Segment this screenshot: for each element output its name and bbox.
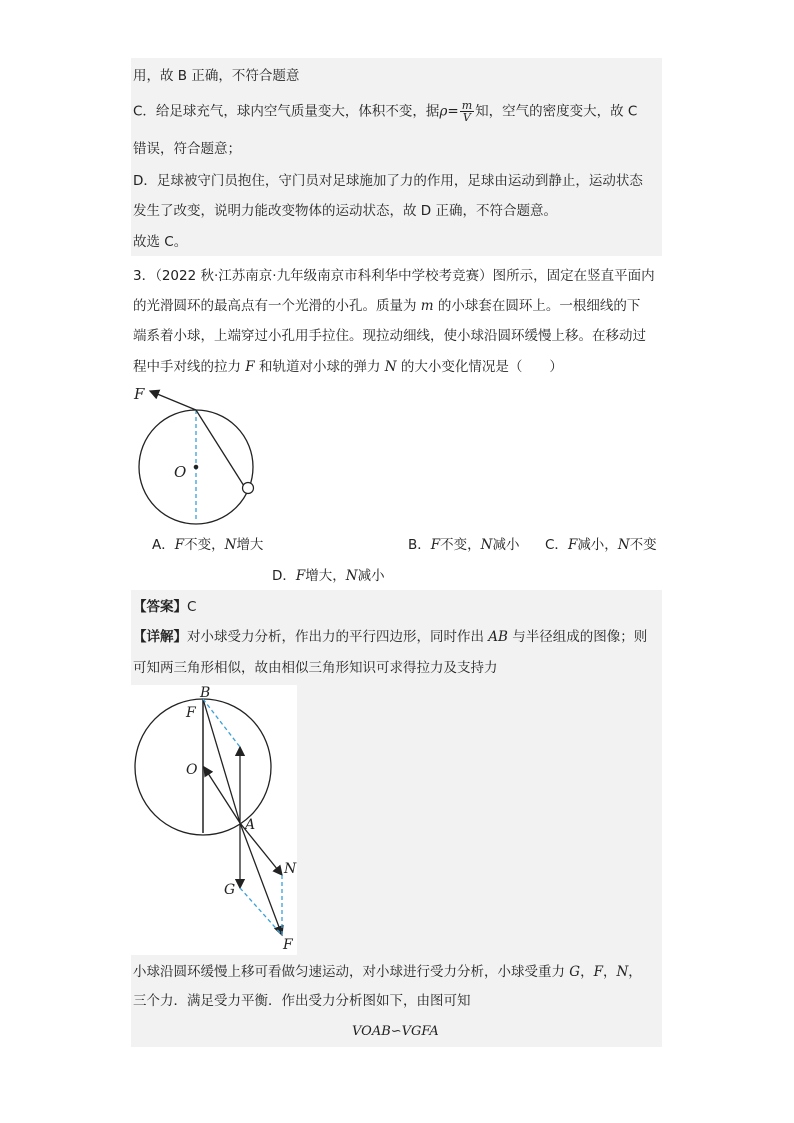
question-figure	[130, 380, 270, 530]
solution-line-c	[133, 100, 637, 123]
option-C-suffix: 不变	[629, 537, 657, 553]
option-B-prefix: B．	[408, 537, 431, 553]
answer-value: C	[187, 599, 197, 615]
question-line-3: 端系着小球，上端穿过小孔用手拉住。现拉动细线，使小球沿圆环缓慢上移。在移动过	[133, 328, 646, 344]
text: 对小球受力分析，作出力的平行四边形，同时作出	[187, 629, 489, 645]
segment-AB: AB	[488, 629, 508, 645]
sep: ，	[602, 964, 617, 980]
density-fraction	[460, 100, 474, 123]
option-D-mid: 增大，	[305, 568, 346, 584]
option-C-N: N	[617, 537, 630, 553]
detail-line-1	[133, 627, 647, 647]
mass-symbol: m	[420, 298, 434, 314]
text: C．给足球充气，球内空气质量变大，体积不变，据	[133, 103, 440, 120]
detail-label: 【详解】	[133, 629, 187, 645]
option-A-suffix: 增大	[236, 537, 264, 553]
option-C-mid: 减小，	[577, 537, 618, 553]
string-line	[196, 410, 244, 486]
option-C-prefix: C．	[545, 537, 568, 553]
label-N: N	[284, 861, 297, 877]
answer-label: 【答案】	[133, 599, 187, 615]
question-line-1: 3．（2022 秋·江苏南京·九年级南京市科利华中学校考竞赛）图所示，固定在竖直平面内	[133, 268, 655, 284]
text: 程中手对线的拉力	[133, 359, 246, 375]
question-line-2	[133, 296, 640, 316]
explanation-block-bg	[296, 685, 662, 955]
detail-line-4: 三个力．满足受力平衡．作出受力分析图如下，由图可知	[133, 993, 471, 1009]
sep: ，	[628, 964, 642, 980]
normal-force-symbol: N	[384, 359, 397, 375]
option-A-mid: 不变，	[184, 537, 225, 553]
label-F: F	[134, 385, 145, 403]
gravity-symbol: G	[569, 964, 581, 980]
option-B-suffix: 减小	[492, 537, 520, 553]
option-B-mid: 不变，	[440, 537, 481, 553]
similarity-formula: VOAB∽VGFA	[352, 1024, 439, 1039]
center-dot	[194, 465, 199, 470]
option-B-N: N	[480, 537, 493, 553]
label-B: B	[200, 685, 211, 701]
solution-line-d2: 发生了改变，说明力能改变物体的运动状态，故 D 正确，不符合题意。	[133, 203, 557, 219]
option-A-prefix: A．	[152, 537, 175, 553]
text: 的大小变化情况是（ ）	[396, 359, 563, 375]
sep: ，	[580, 964, 594, 980]
text: 的小球套在圆环上。一根细线的下	[433, 298, 641, 314]
option-A-N: N	[224, 537, 237, 553]
label-F-top: F	[186, 705, 196, 721]
option-B[interactable]	[408, 535, 519, 555]
option-A[interactable]	[152, 535, 263, 555]
label-O: O	[186, 762, 198, 778]
label-F-bottom: F	[283, 937, 293, 953]
solution-line-b: 用，故 B 正确，不符合题意	[133, 68, 300, 84]
solution-conclusion: 故选 C。	[133, 234, 188, 250]
text: 小球沿圆环缓慢上移可看做匀速运动，对小球进行受力分析，小球受重力	[133, 964, 570, 980]
option-B-F: F	[430, 537, 441, 553]
label-O: O	[174, 463, 187, 481]
option-C-F: F	[567, 537, 578, 553]
label-G: G	[224, 882, 236, 898]
option-C[interactable]	[545, 535, 657, 555]
fraction-denominator: V	[462, 111, 471, 124]
fraction-numerator: m	[461, 99, 473, 112]
question-line-4	[133, 357, 563, 377]
force-symbol: F	[593, 964, 603, 980]
text: 的光滑圆环的最高点有一个光滑的小孔。质量为	[133, 298, 421, 314]
option-D-N: N	[345, 568, 358, 584]
detail-line-2: 可知两三角形相似，故由相似三角形知识可求得拉力及支持力	[133, 660, 498, 676]
text: 和轨道对小球的弹力	[254, 359, 385, 375]
text: 与半径组成的图像；则	[507, 629, 648, 645]
small-ball	[243, 483, 254, 494]
solution-line-d1: D．足球被守门员抱住，守门员对足球施加了力的作用，足球由运动到静止，运动状态	[133, 173, 643, 189]
force-symbol: F	[245, 359, 255, 375]
detail-line-3	[133, 962, 642, 982]
option-D-suffix: 减小	[357, 568, 385, 584]
force-diagram-figure	[131, 685, 297, 955]
answer-line	[133, 597, 196, 617]
option-D-prefix: D．	[272, 568, 296, 584]
rho-symbol: ρ=	[439, 103, 459, 120]
option-D[interactable]	[272, 566, 385, 586]
pull-force-arrow	[150, 391, 196, 410]
option-A-F: F	[174, 537, 185, 553]
label-A: A	[245, 817, 256, 833]
text: 知，空气的密度变大，故 C	[475, 103, 638, 120]
solution-line-c2: 错误，符合题意；	[133, 141, 241, 157]
normal-force-symbol: N	[616, 964, 629, 980]
option-D-F: F	[295, 568, 306, 584]
